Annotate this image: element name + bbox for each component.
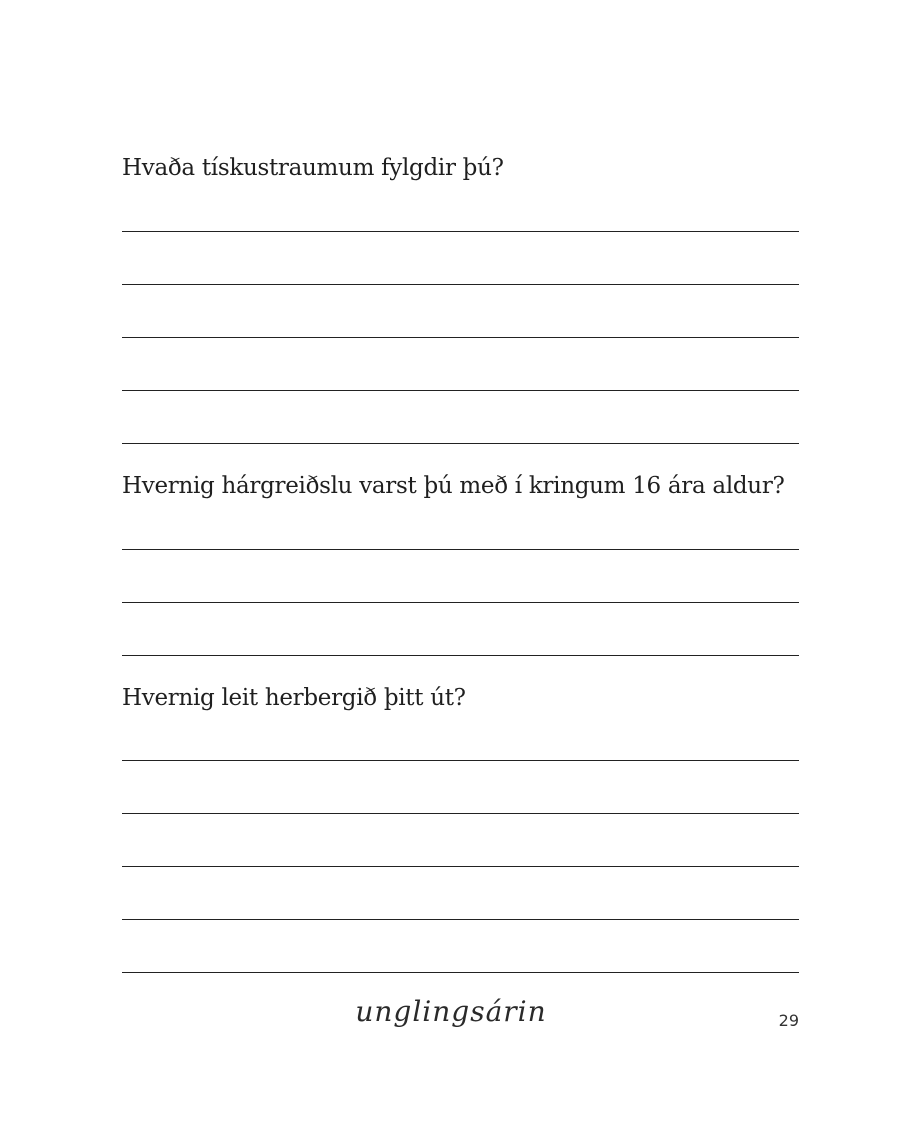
answer-line[interactable] (122, 655, 799, 656)
question-2: Hvernig hárgreiðslu varst þú með í kringum 16 ára aldur? (122, 473, 785, 499)
answer-line[interactable] (122, 813, 799, 814)
answer-line[interactable] (122, 549, 799, 550)
answer-line[interactable] (122, 919, 799, 920)
answer-line[interactable] (122, 231, 799, 232)
footer-logo: unglingsárin (355, 995, 547, 1028)
answer-line[interactable] (122, 337, 799, 338)
answer-line[interactable] (122, 760, 799, 761)
question-1: Hvaða tískustraumum fylgdir þú? (122, 155, 504, 181)
answer-line[interactable] (122, 972, 799, 973)
answer-line[interactable] (122, 602, 799, 603)
page-number: 29 (778, 1011, 799, 1030)
answer-line[interactable] (122, 866, 799, 867)
question-3: Hvernig leit herbergið þitt út? (122, 685, 466, 711)
answer-line[interactable] (122, 284, 799, 285)
answer-line[interactable] (122, 390, 799, 391)
answer-line[interactable] (122, 443, 799, 444)
